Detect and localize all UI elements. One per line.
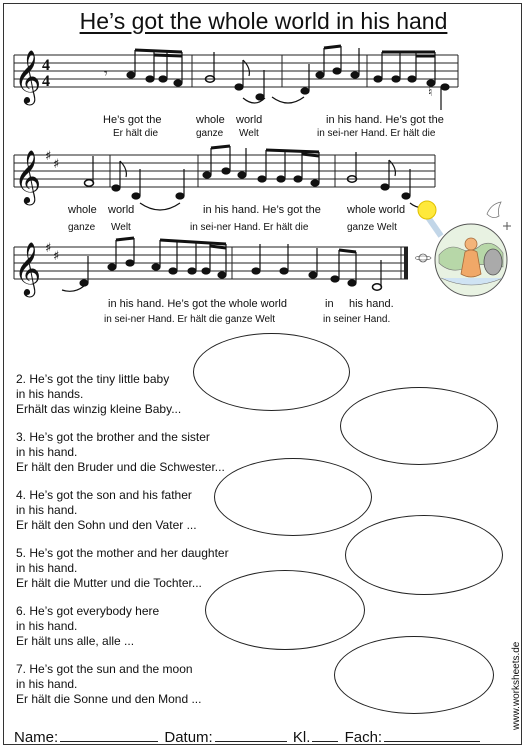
lyric: whole bbox=[196, 114, 225, 126]
fach-field[interactable] bbox=[384, 729, 480, 742]
lyric: in his hand. He’s got the whole world bbox=[108, 298, 287, 310]
name-field[interactable] bbox=[60, 729, 158, 742]
lyric: in his hand. He’s got the bbox=[203, 204, 321, 216]
svg-text:♯: ♯ bbox=[53, 157, 60, 172]
lyric-de: in sei-ner Hand. Er hält die bbox=[317, 128, 436, 139]
lyric-de: in seiner Hand. bbox=[323, 314, 391, 325]
verse-5: 5. He’s got the mother and her daughter in his hand. Er hält die Mutter und die Tochter... bbox=[16, 546, 229, 590]
drawing-oval[interactable] bbox=[205, 570, 365, 650]
drawing-oval[interactable] bbox=[334, 636, 494, 714]
treble-clef-icon: 𝄞 bbox=[14, 49, 42, 103]
world-illustration bbox=[415, 200, 515, 310]
website-label: www.worksheets.de bbox=[511, 641, 522, 730]
footer-fields: Name: Datum: Kl. Fach: bbox=[14, 729, 482, 746]
lyric-de: in sei-ner Hand. Er hält die ganze Welt bbox=[104, 314, 276, 325]
verse-4: 4. He’s got the son and his father in his hand. Er hält den Sohn und den Vater ... bbox=[16, 488, 197, 532]
lyric: whole bbox=[68, 204, 97, 216]
verse-2: 2. He’s got the tiny little baby in his hands. Erhält das winzig kleine Baby... bbox=[16, 372, 182, 416]
song-title: He’s got the whole world in his hand bbox=[79, 8, 448, 34]
drawing-oval[interactable] bbox=[193, 333, 350, 411]
lyric-de: Welt bbox=[239, 128, 259, 139]
klasse-field[interactable] bbox=[312, 729, 338, 742]
verse-6: 6. He’s got everybody here in his hand. Er hält uns alle, alle ... bbox=[16, 604, 160, 648]
drawing-oval[interactable] bbox=[345, 515, 503, 595]
lyric: He’s got the bbox=[103, 114, 162, 126]
lyric-de: in sei-ner Hand. Er hält die bbox=[190, 222, 309, 233]
lyric: world bbox=[108, 204, 135, 216]
lyric: whole world bbox=[347, 204, 406, 216]
svg-text:4: 4 bbox=[42, 73, 50, 90]
lyric: his hand. bbox=[349, 298, 394, 310]
verse-3: 3. He’s got the brother and the sister in his hand. Er hält den Bruder und die Schwester... bbox=[16, 430, 225, 474]
drawing-oval[interactable] bbox=[340, 387, 498, 465]
verse-7: 7. He’s got the sun and the moon in his hand. Er hält die Sonne und den Mond ... bbox=[16, 662, 202, 706]
datum-field[interactable] bbox=[215, 729, 287, 742]
lyric: in bbox=[325, 298, 334, 310]
drawing-oval[interactable] bbox=[214, 458, 372, 536]
lyric-de: ganze bbox=[68, 222, 96, 233]
lyric: world bbox=[236, 114, 263, 126]
svg-text:4: 4 bbox=[42, 57, 50, 74]
svg-text:♯: ♯ bbox=[45, 241, 52, 256]
svg-text:♯: ♯ bbox=[53, 249, 60, 264]
svg-text:♯: ♯ bbox=[45, 149, 52, 164]
lyric-de: ganze Welt bbox=[347, 222, 397, 233]
svg-text:𝄾: 𝄾 bbox=[104, 66, 108, 82]
svg-text:♮: ♮ bbox=[428, 85, 433, 99]
lyric-de: ganze bbox=[196, 128, 224, 139]
lyric: in his hand. He’s got the bbox=[326, 114, 444, 126]
lyric-de: Welt bbox=[111, 222, 131, 233]
treble-clef-icon: 𝄞 bbox=[14, 149, 42, 203]
lyric-de: Er hält die bbox=[113, 128, 159, 139]
treble-clef-icon: 𝄞 bbox=[14, 241, 42, 295]
